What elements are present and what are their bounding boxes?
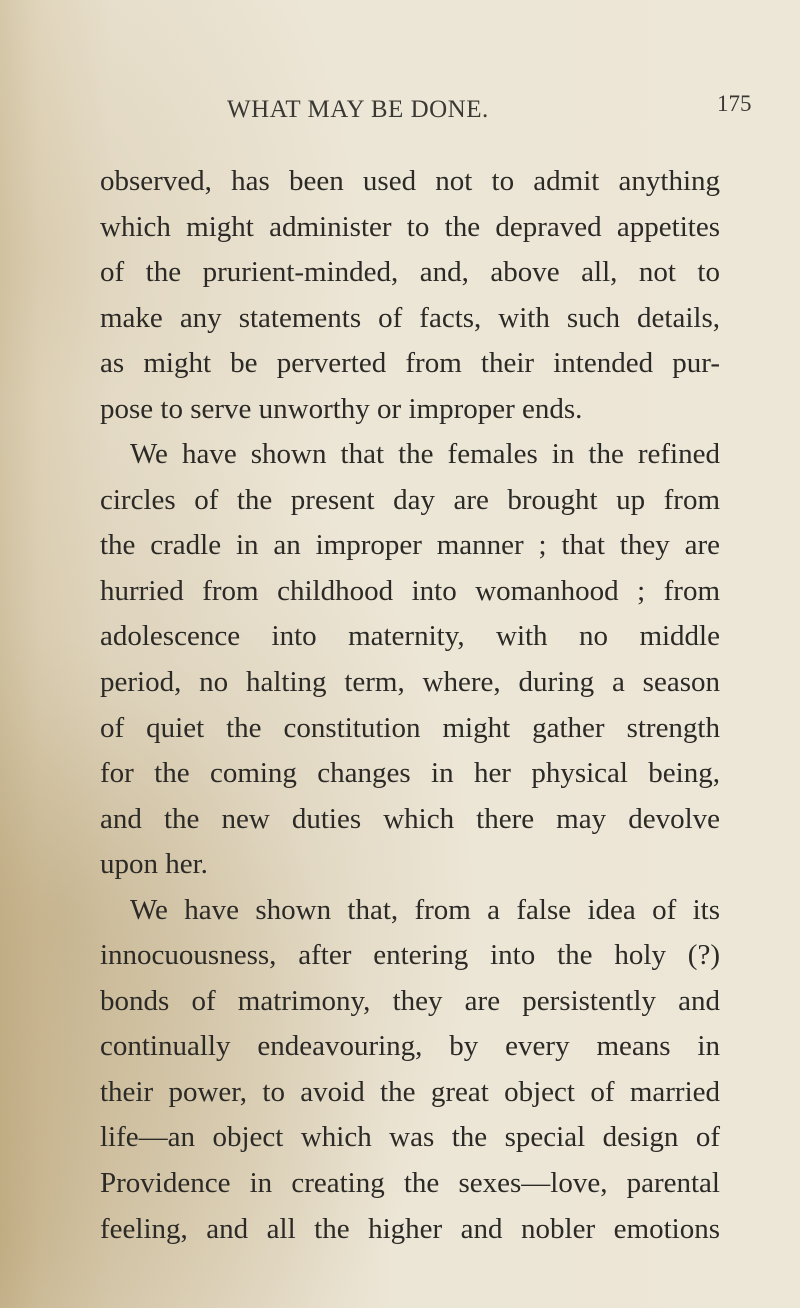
- text-line: of quiet the constitution might gather strength: [100, 711, 720, 744]
- text-line: Providence in creating the sexes—love, parental: [100, 1167, 720, 1200]
- text-line: We have shown that the females in the refined: [130, 438, 720, 471]
- text-line: upon her.: [100, 848, 208, 881]
- body-text: [100, 159, 720, 1252]
- text-line: innocuousness, after entering into the holy (?): [100, 939, 720, 972]
- text-line: which might administer to the depraved appetites: [100, 210, 720, 243]
- text-line: hurried from childhood into womanhood ; from: [100, 574, 720, 607]
- text-line: and the new duties which there may devolve: [100, 802, 720, 835]
- text-line: life—an object which was the special design of: [100, 1121, 720, 1154]
- text-line: for the coming changes in her physical being,: [100, 757, 720, 790]
- text-line: as might be perverted from their intended pur-: [100, 347, 720, 380]
- text-line: feeling, and all the higher and nobler emotions: [100, 1212, 720, 1245]
- text-line: their power, to avoid the great object of married: [100, 1075, 720, 1108]
- text-line: make any statements of facts, with such details,: [100, 301, 720, 334]
- text-line: bonds of matrimony, they are persistently and: [100, 984, 720, 1017]
- text-line: pose to serve unworthy or improper ends.: [100, 392, 583, 425]
- page-number: 175: [717, 91, 752, 116]
- text-line: of the prurient-minded, and, above all, not to: [100, 256, 720, 289]
- text-line: the cradle in an improper manner ; that they are: [100, 529, 720, 562]
- text-line: We have shown that, from a false idea of its: [130, 893, 720, 926]
- text-line: continually endeavouring, by every means in: [100, 1030, 720, 1063]
- text-line: observed, has been used not to admit anything: [100, 165, 720, 197]
- text-line: adolescence into maternity, with no middle: [100, 620, 720, 653]
- text-line: period, no halting term, where, during a season: [100, 666, 720, 699]
- page-header: [0, 91, 800, 136]
- text-line: circles of the present day are brought up from: [100, 483, 720, 516]
- running-title: WHAT MAY BE DONE.: [227, 96, 489, 123]
